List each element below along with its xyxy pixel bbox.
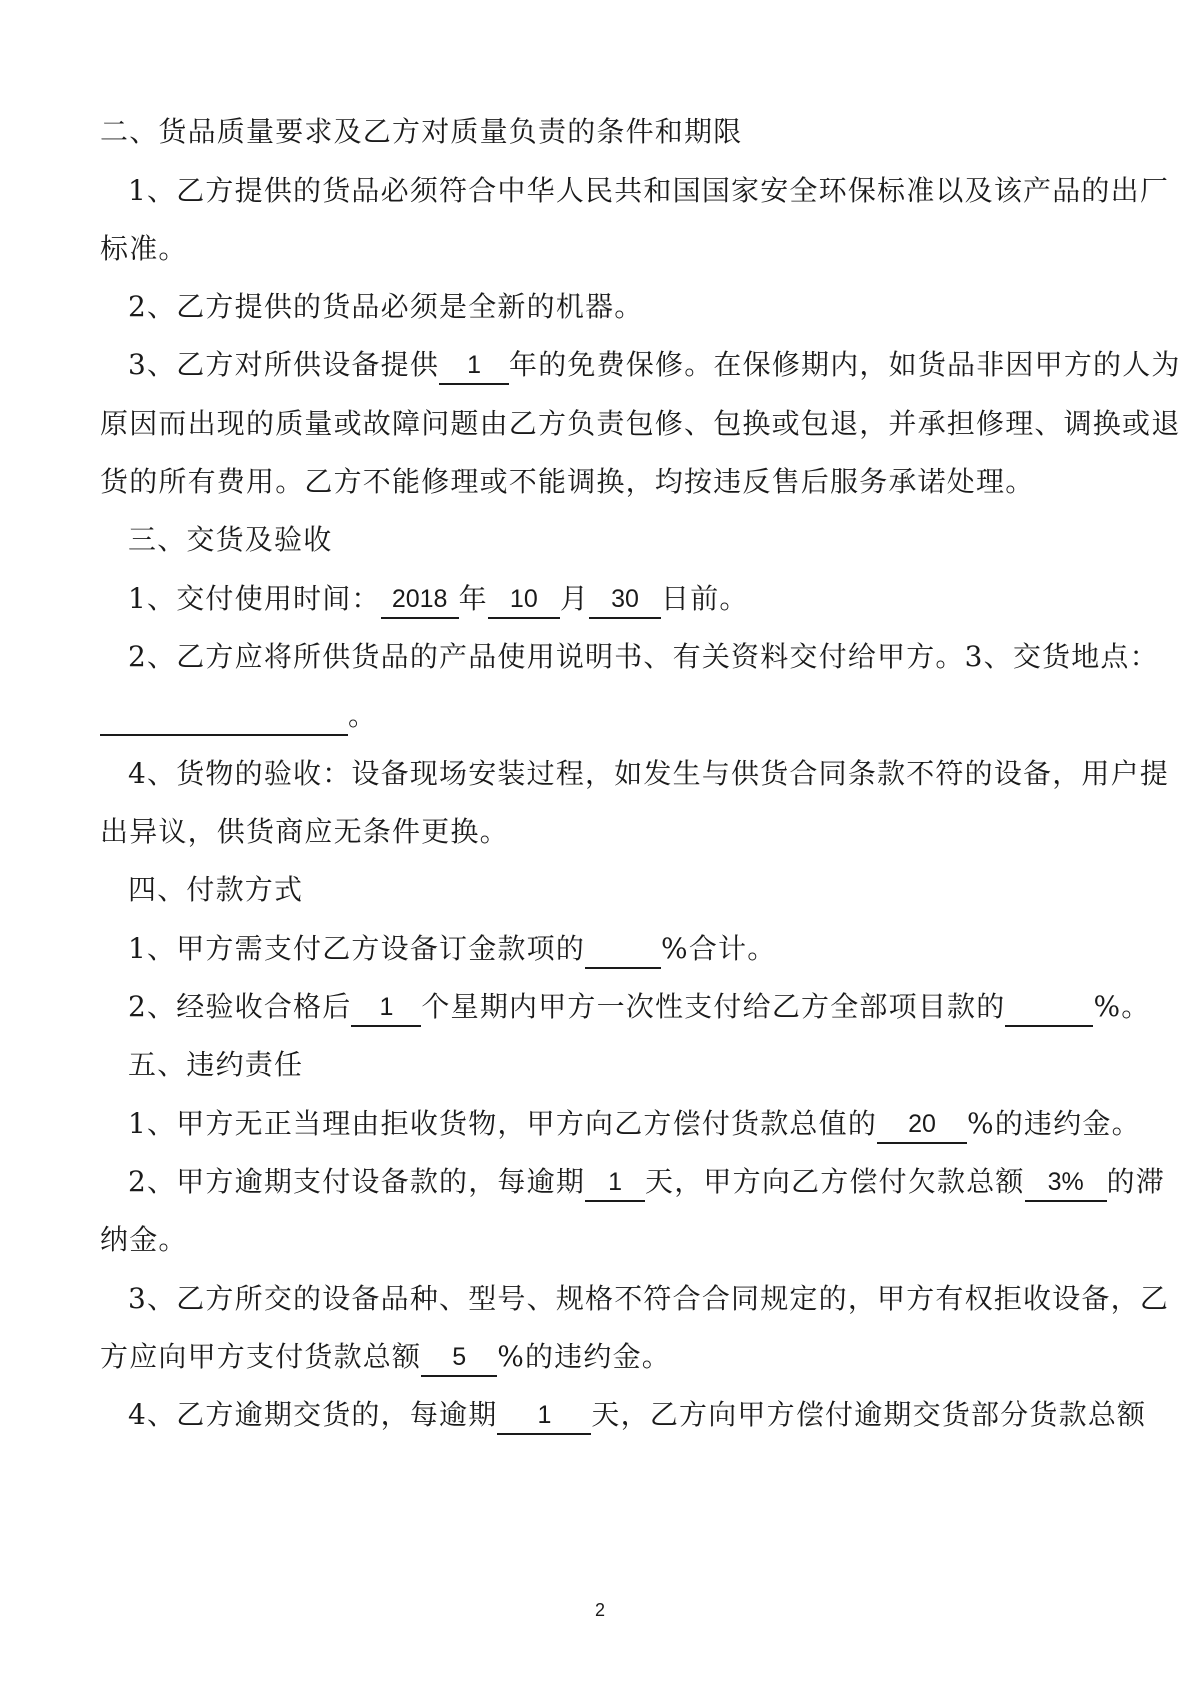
paragraph — [128, 1279, 1169, 1319]
paragraph-text: 3、乙方所交的设备品种、型号、规格不符合合同规定的，甲方有权拒收设备，乙 — [128, 1282, 1170, 1315]
paragraph-text: %的违约金。 — [497, 1340, 672, 1373]
paragraph-text: 1、乙方提供的货品必须符合中华人民共和国国家安全环保标准以及该产品的出厂 — [128, 174, 1170, 207]
paragraph — [128, 1162, 1165, 1202]
paragraph-text: 2、乙方提供的货品必须是全新的机器。 — [128, 290, 644, 323]
paragraph-text: 天，甲方向乙方偿付欠款总额 — [645, 1165, 1025, 1198]
year-label: 年 — [458, 582, 488, 615]
paragraph — [100, 696, 377, 736]
paragraph-text: 方应向甲方支付货款总额 — [100, 1340, 422, 1373]
section-2-heading — [100, 112, 742, 152]
paragraph — [100, 462, 1034, 502]
payment-weeks-field: 1 — [351, 991, 421, 1027]
paragraph — [128, 1104, 1141, 1144]
penalty-percent-field: 20 — [877, 1108, 967, 1144]
paragraph — [128, 287, 643, 327]
section-4-heading — [128, 870, 303, 910]
deposit-percent-blank — [585, 939, 661, 969]
month-label: 月 — [559, 582, 590, 615]
paragraph — [128, 987, 1150, 1027]
paragraph — [128, 1395, 1146, 1435]
paragraph-text: 货的所有费用。乙方不能修理或不能调换，均按违反售后服务承诺处理。 — [100, 465, 1035, 498]
paragraph — [100, 229, 188, 269]
final-payment-percent-blank — [1005, 997, 1093, 1027]
warranty-years-field: 1 — [439, 349, 509, 385]
paragraph-text: 个星期内甲方一次性支付给乙方全部项目款的 — [421, 990, 1006, 1023]
paragraph-text: 2、经验收合格后 — [128, 990, 352, 1023]
paragraph — [100, 404, 1180, 444]
paragraph-text: 2、甲方逾期支付设备款的，每逾期 — [128, 1165, 586, 1198]
paragraph-text: 4、货物的验收：设备现场安装过程，如发生与供货合同条款不符的设备，用户提 — [128, 757, 1170, 790]
paragraph-text: %。 — [1093, 990, 1151, 1023]
paragraph-text: 1、甲方需支付乙方设备订金款项的 — [128, 932, 586, 965]
paragraph-text: 标准。 — [100, 232, 188, 265]
paragraph — [100, 1337, 671, 1377]
section-5-heading — [128, 1045, 303, 1085]
section-3-heading — [128, 520, 332, 560]
late-delivery-days-field: 1 — [497, 1399, 591, 1435]
paragraph-text: 4、乙方逾期交货的，每逾期 — [128, 1398, 498, 1431]
paragraph-text: 。 — [348, 699, 378, 732]
paragraph — [100, 812, 509, 852]
delivery-location-blank — [100, 706, 348, 736]
heading-text: 三、交货及验收 — [128, 523, 333, 556]
day-label: 日前。 — [661, 582, 749, 615]
paragraph — [128, 171, 1169, 211]
paragraph-text: %的违约金。 — [967, 1107, 1141, 1140]
page-number: 2 — [594, 1600, 605, 1620]
paragraph-text: 3、乙方对所供设备提供 — [128, 348, 440, 381]
paragraph-text: 纳金。 — [100, 1223, 188, 1256]
delivery-month-field: 10 — [488, 583, 560, 619]
paragraph-text: 2、乙方应将所供货品的产品使用说明书、有关资料交付给甲方。3、交货地点： — [128, 640, 1159, 673]
heading-text: 二、货品质量要求及乙方对质量负责的条件和期限 — [100, 115, 743, 148]
paragraph — [128, 579, 749, 619]
supplier-penalty-percent-field: 5 — [421, 1341, 497, 1377]
paragraph-text: 原因而出现的质量或故障问题由乙方负责包修、包换或包退，并承担修理、调换或退 — [100, 407, 1181, 440]
delivery-day-field: 30 — [589, 583, 661, 619]
paragraph-text: 出异议，供货商应无条件更换。 — [100, 815, 509, 848]
heading-text: 四、付款方式 — [128, 873, 304, 906]
paragraph — [128, 754, 1169, 794]
late-fee-percent-field: 3% — [1025, 1166, 1107, 1202]
paragraph — [128, 929, 776, 969]
paragraph-text: %合计。 — [661, 932, 777, 965]
paragraph — [100, 1220, 188, 1260]
paragraph-text: 天，乙方向甲方偿付逾期交货部分货款总额 — [591, 1398, 1147, 1431]
paragraph-text: 年的免费保修。在保修期内，如货品非因甲方的人为 — [509, 348, 1181, 381]
paragraph-text: 1、交付使用时间： — [128, 582, 381, 615]
heading-text: 五、违约责任 — [128, 1048, 304, 1081]
paragraph — [128, 637, 1159, 677]
paragraph-text: 1、甲方无正当理由拒收货物，甲方向乙方偿付货款总值的 — [128, 1107, 878, 1140]
paragraph — [128, 345, 1181, 385]
late-days-field: 1 — [585, 1166, 645, 1202]
delivery-year-field: 2018 — [381, 583, 459, 619]
paragraph-text: 的滞 — [1106, 1165, 1166, 1198]
